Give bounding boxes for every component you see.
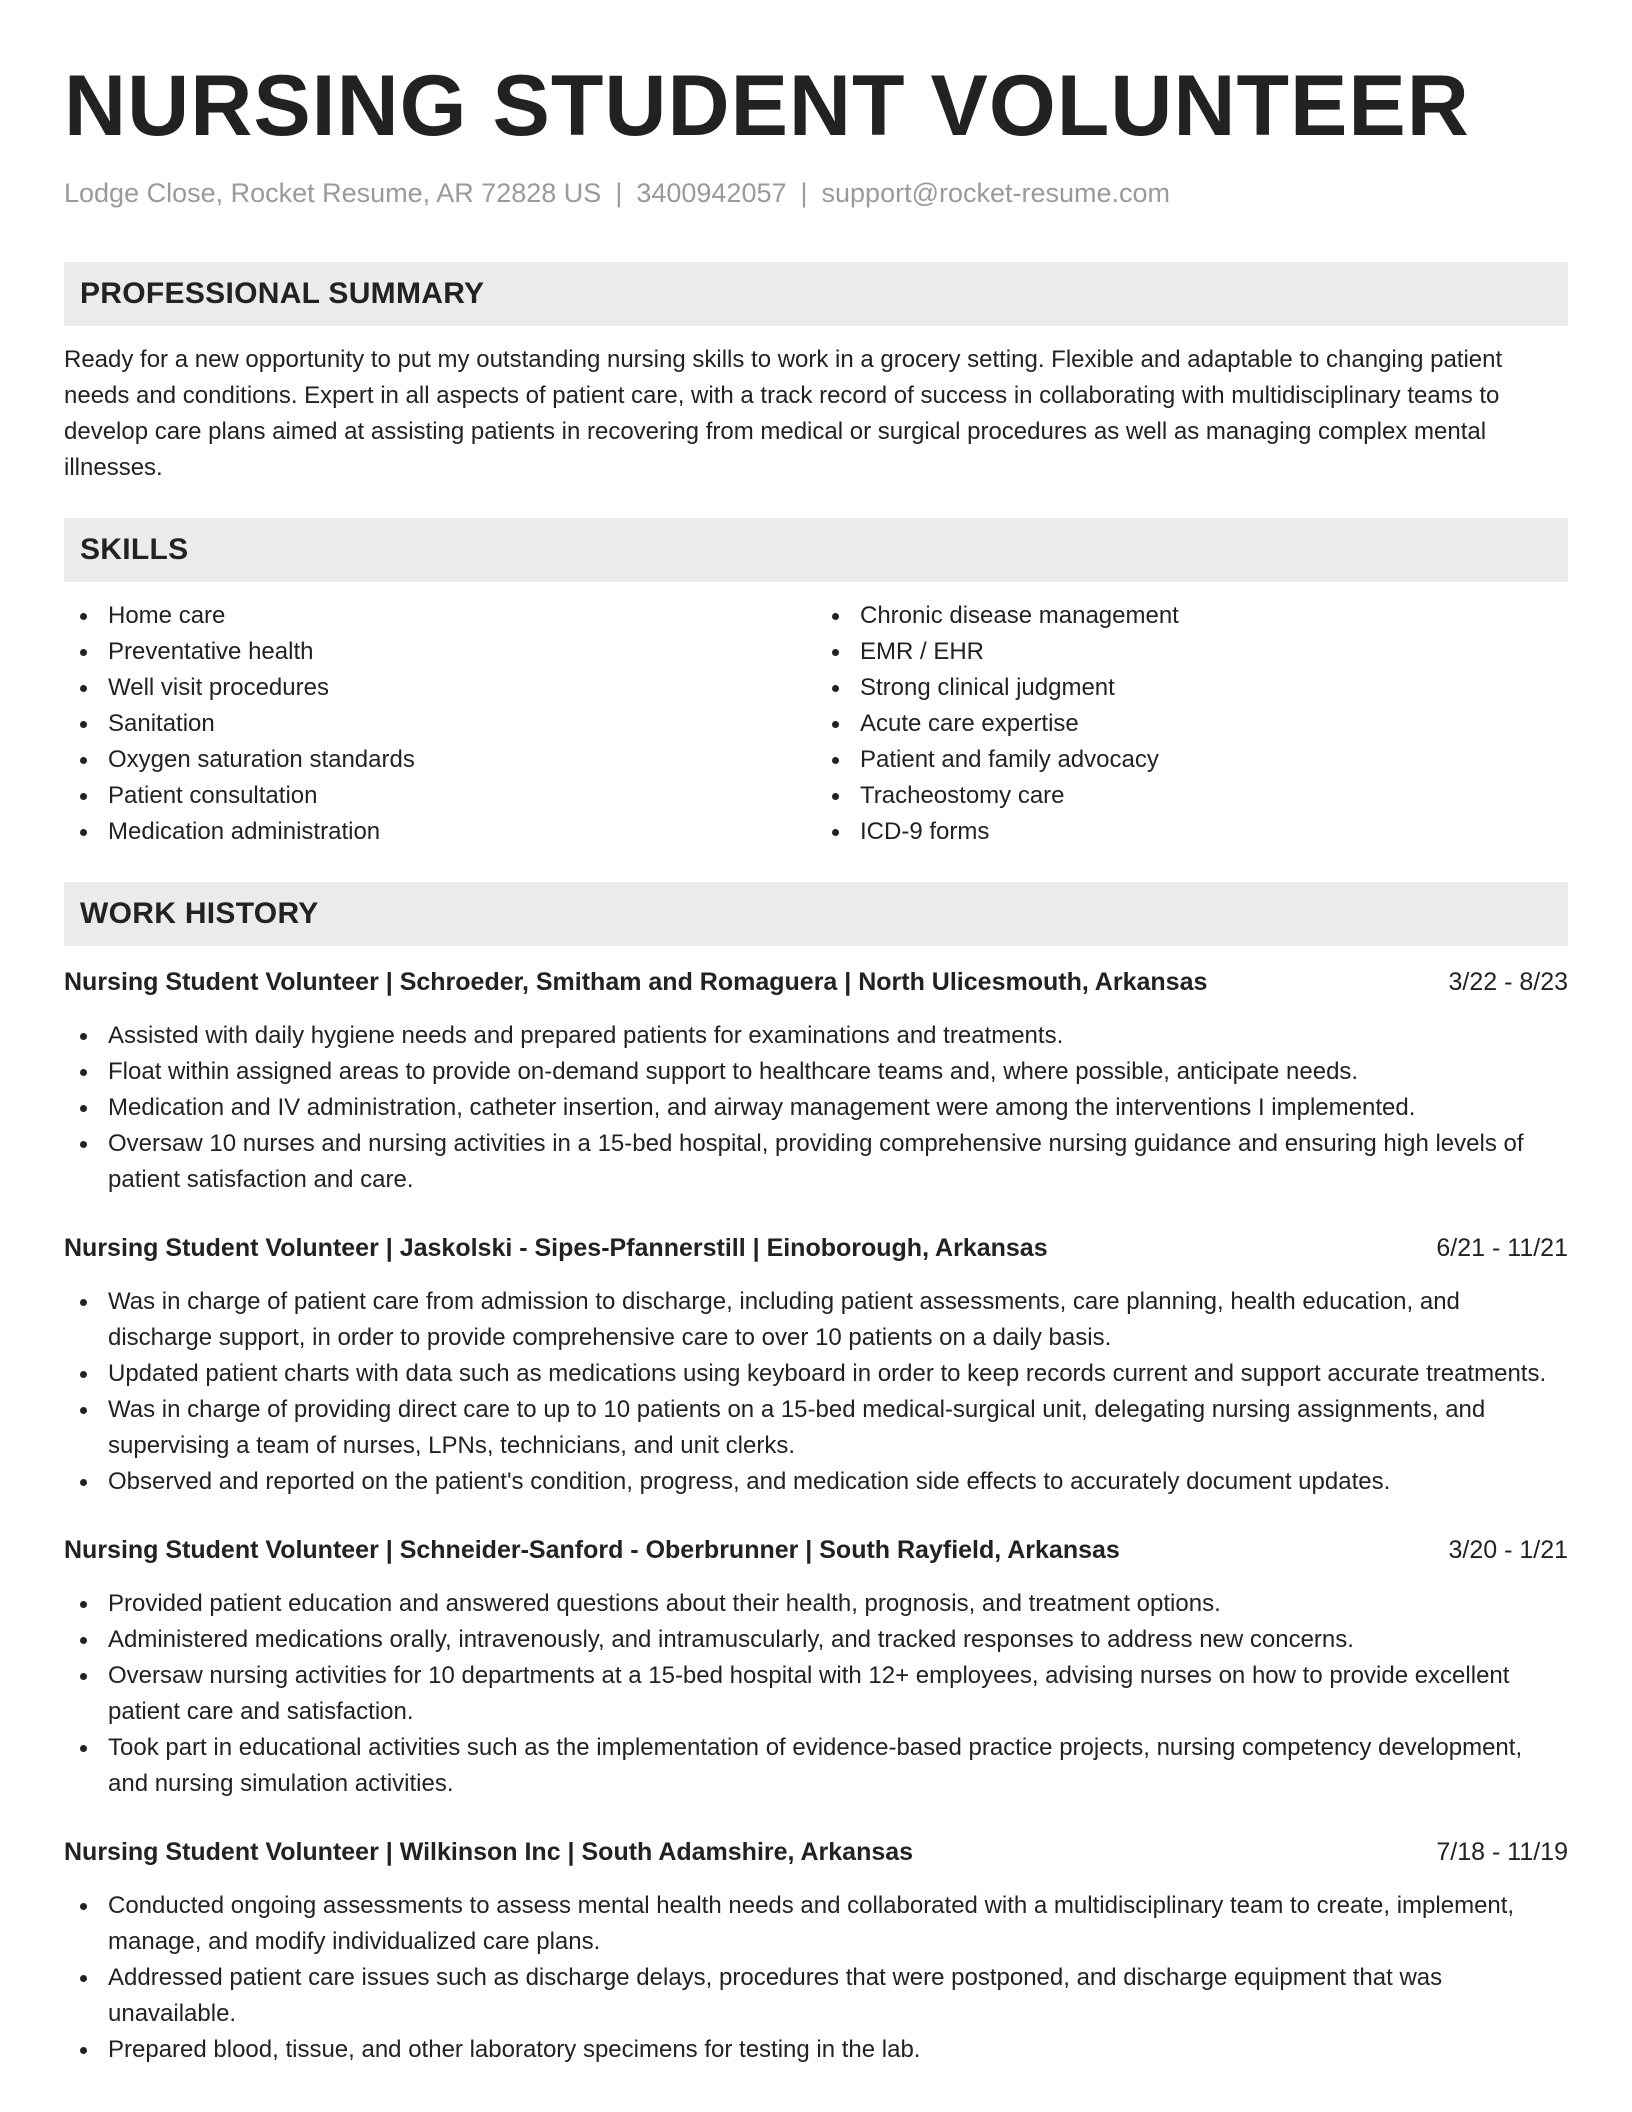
job-bullet-list: [64, 1284, 1568, 1500]
skill-item: Oxygen saturation standards: [64, 742, 816, 778]
skills-list: [64, 598, 1568, 850]
skill-item: Acute care expertise: [816, 706, 1568, 742]
skill-item: Sanitation: [64, 706, 816, 742]
skill-item: Medication administration: [64, 814, 816, 850]
section-header-work-history: WORK HISTORY: [64, 882, 1568, 946]
contact-line: [64, 176, 1568, 210]
job-bullet: Oversaw 10 nurses and nursing activities in a 15-bed hospital, providing comprehensive nursing guidance and ensuring high levels of patient satisfaction and care.: [64, 1126, 1568, 1198]
job-bullet: Oversaw nursing activities for 10 departments at a 15-bed hospital with 12+ employees, advising nurses on how to provide excellent patient care and satisfaction.: [64, 1658, 1568, 1730]
job-entry: [64, 1230, 1568, 1500]
job-title: Nursing Student Volunteer | Schneider-Sanford - Oberbrunner | South Rayfield, Arkansas: [64, 1536, 1120, 1564]
job-bullet-list: [64, 1888, 1568, 2068]
job-bullet-list: [64, 1018, 1568, 1198]
skill-item: Patient consultation: [64, 778, 816, 814]
skill-item: Home care: [64, 598, 816, 634]
skill-item: Tracheostomy care: [816, 778, 1568, 814]
skill-item: Preventative health: [64, 634, 816, 670]
job-title: Nursing Student Volunteer | Jaskolski - Sipes-Pfannerstill | Einoborough, Arkansas: [64, 1234, 1048, 1262]
job-bullet-list: [64, 1586, 1568, 1802]
contact-separator: |: [800, 178, 808, 208]
job-bullet: Updated patient charts with data such as medications using keyboard in order to keep records current and support accurate treatments.: [64, 1356, 1568, 1392]
job-bullet: Was in charge of providing direct care to up to 10 patients on a 15-bed medical-surgical unit, delegating nursing assignments, and supervising a team of nurses, LPNs, technicians, and unit clerks.: [64, 1392, 1568, 1464]
job-bullet: Was in charge of patient care from admission to discharge, including patient assessments, care planning, health education, and discharge support, in order to provide comprehensive care to over 10 patients on a daily basis.: [64, 1284, 1568, 1356]
job-bullet: Observed and reported on the patient's condition, progress, and medication side effects to accurately document updates.: [64, 1464, 1568, 1500]
job-title: Nursing Student Volunteer | Schroeder, Smitham and Romaguera | North Ulicesmouth, Arkansas: [64, 968, 1208, 996]
job-bullet: Administered medications orally, intravenously, and intramuscularly, and tracked responses to address new concerns.: [64, 1622, 1568, 1658]
skill-item: Patient and family advocacy: [816, 742, 1568, 778]
skill-item: Well visit procedures: [64, 670, 816, 706]
job-bullet: Conducted ongoing assessments to assess mental health needs and collaborated with a multidisciplinary team to create, implement, manage, and modify individualized care plans.: [64, 1888, 1568, 1960]
skill-item: Strong clinical judgment: [816, 670, 1568, 706]
skill-item: ICD-9 forms: [816, 814, 1568, 850]
job-bullet: Prepared blood, tissue, and other laboratory specimens for testing in the lab.: [64, 2032, 1568, 2068]
contact-address: Lodge Close, Rocket Resume, AR 72828 US: [64, 178, 602, 208]
job-entry: [64, 1532, 1568, 1802]
skills-column-right: [816, 598, 1568, 850]
job-entry: [64, 1834, 1568, 2068]
job-title-row: [64, 1532, 1568, 1568]
job-bullet: Addressed patient care issues such as discharge delays, procedures that were postponed, and discharge equipment that was unavailable.: [64, 1960, 1568, 2032]
section-header-skills: SKILLS: [64, 518, 1568, 582]
job-title-row: [64, 1230, 1568, 1266]
contact-separator: |: [615, 178, 623, 208]
job-dates: 7/18 - 11/19: [1436, 1838, 1568, 1866]
job-bullet: Provided patient education and answered questions about their health, prognosis, and treatment options.: [64, 1586, 1568, 1622]
job-title-row: [64, 1834, 1568, 1870]
job-bullet: Medication and IV administration, catheter insertion, and airway management were among the interventions I implemented.: [64, 1090, 1568, 1126]
job-bullet: Assisted with daily hygiene needs and prepared patients for examinations and treatments.: [64, 1018, 1568, 1054]
job-title: Nursing Student Volunteer | Wilkinson Inc | South Adamshire, Arkansas: [64, 1838, 914, 1866]
skill-item: EMR / EHR: [816, 634, 1568, 670]
resume-name: NURSING STUDENT VOLUNTEER: [64, 58, 1470, 154]
job-dates: 6/21 - 11/21: [1436, 1234, 1568, 1262]
job-entry: [64, 964, 1568, 1198]
skills-column-left: [64, 598, 816, 850]
job-title-row: [64, 964, 1568, 1000]
summary-text: Ready for a new opportunity to put my outstanding nursing skills to work in a grocery setting. Flexible and adaptable to changing patient needs and conditions. Expert in all aspects of patient care, with a track record of success in collaborating with multidisciplinary teams to develop care plans aimed at assisting patients in recovering from medical or surgical procedures as well as managing complex mental illnesses.: [64, 346, 1503, 481]
skill-item: Chronic disease management: [816, 598, 1568, 634]
job-dates: 3/22 - 8/23: [1448, 968, 1568, 996]
job-dates: 3/20 - 1/21: [1448, 1536, 1568, 1564]
section-header-summary: PROFESSIONAL SUMMARY: [64, 262, 1568, 326]
contact-email: support@rocket-resume.com: [821, 178, 1171, 208]
job-bullet: Took part in educational activities such as the implementation of evidence-based practice projects, nursing competency development, and nursing simulation activities.: [64, 1730, 1568, 1802]
job-bullet: Float within assigned areas to provide on-demand support to healthcare teams and, where possible, anticipate needs.: [64, 1054, 1568, 1090]
contact-phone: 3400942057: [636, 178, 787, 208]
